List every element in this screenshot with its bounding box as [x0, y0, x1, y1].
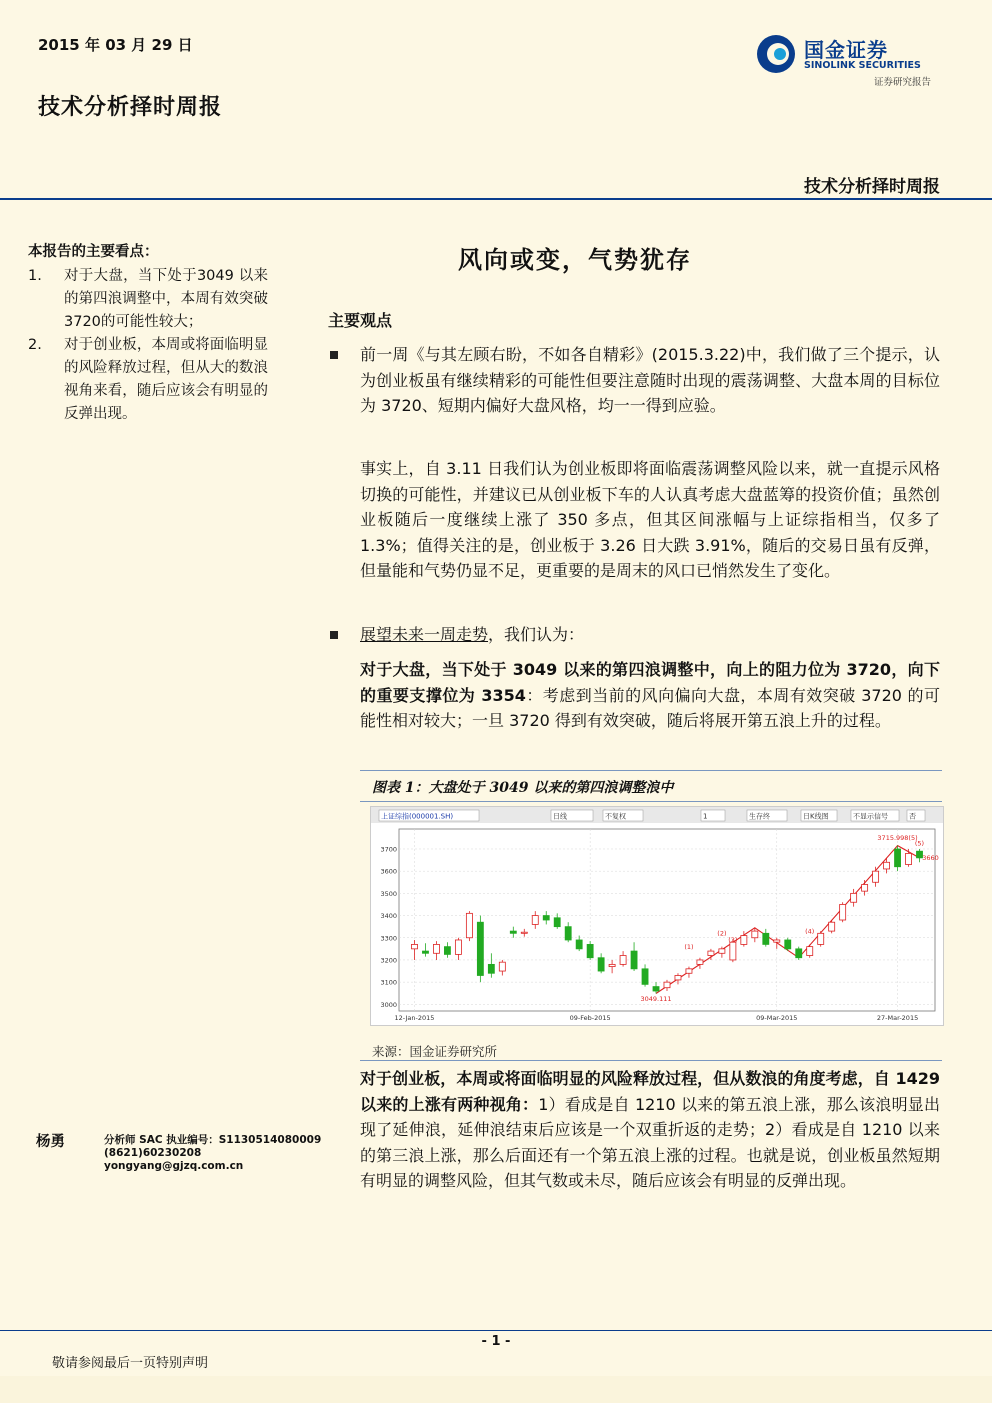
candle-body	[697, 960, 703, 964]
candle-body	[565, 927, 571, 940]
candle-body	[708, 951, 714, 955]
report-date: 2015 年 03 月 29 日	[38, 36, 193, 54]
candle-body	[466, 913, 472, 937]
footer-disclaimer-note: 敬请参阅最后一页特别声明	[52, 1356, 209, 1371]
x-tick-label: 09-Mar-2015	[756, 1014, 798, 1022]
sidebar-point-number: 1.	[28, 268, 42, 284]
chart-annotation: (1)	[684, 942, 694, 951]
candle-body	[543, 916, 549, 920]
candle-body	[719, 949, 725, 953]
figure-divider	[360, 1060, 942, 1061]
logo-chinese-name: 国金证券	[804, 38, 888, 62]
author-name: 杨勇	[36, 1133, 65, 1150]
candle-body	[444, 947, 450, 955]
author-email: yongyang@gjzq.com.cn	[104, 1160, 244, 1172]
chart-toolbar-label: 生存终	[749, 812, 770, 821]
y-tick-label: 3400	[380, 912, 397, 921]
candle-body	[829, 922, 835, 931]
chart-annotation: 3049.111	[640, 995, 672, 1004]
candle-body	[906, 853, 912, 864]
bullet-icon	[330, 351, 338, 359]
sidebar-point	[28, 265, 268, 334]
sinolink-logo	[756, 30, 946, 90]
candle-body	[752, 931, 758, 938]
candle-body	[433, 944, 439, 953]
paragraph-3	[360, 622, 940, 648]
candle-body	[609, 964, 615, 966]
y-tick-label: 3100	[380, 978, 397, 987]
logo-english-name: SINOLINK SECURITIES	[804, 60, 921, 71]
sidebar-title: 本报告的主要看点：	[28, 243, 159, 260]
chart-toolbar-label: 不显示信号	[853, 812, 888, 821]
chart-annotation: 3660	[922, 854, 939, 863]
footer-strip	[0, 1376, 992, 1403]
section-heading: 主要观点	[328, 311, 393, 330]
footer-divider	[0, 1330, 992, 1331]
candle-body	[488, 964, 494, 973]
candle-body	[631, 951, 637, 969]
main-title: 风向或变，气势犹存	[458, 245, 692, 274]
candle-body	[422, 951, 428, 953]
author-info	[104, 1134, 321, 1173]
chart-annotation: (3)	[728, 936, 738, 945]
candle-body	[840, 904, 846, 920]
paragraph-3-rest: ，我们认为：	[488, 625, 585, 644]
paragraph-5-rest: 1）看成是自 1210 以来的第五浪上涨，那么该浪明显出现了延伸浪，延伸浪结束后应该是一个双重折返的走势；2）看成是自 1210 以来的第三浪上涨，那么后面还有一个第五浪上涨的过程。也就是说，创业板虽然短期有明显的调整风险，但其气数或未尽，随后应该会有明显的反弹出现。	[360, 1094, 940, 1190]
y-tick-label: 3700	[380, 845, 397, 854]
candle-body	[411, 944, 417, 948]
chart-toolbar-label: 否	[909, 812, 916, 821]
candle-body	[851, 893, 857, 902]
candle-body	[818, 933, 824, 944]
sinolink-logo-icon	[756, 34, 796, 74]
candle-body	[862, 884, 868, 891]
chart-annotation: 3715.998(5)	[877, 834, 918, 843]
candle-body	[598, 958, 604, 971]
figure-source: 来源：国金证券研究所	[372, 1044, 498, 1059]
key-points-sidebar	[28, 240, 268, 426]
candle-body	[499, 962, 505, 971]
page-number: - 1 -	[481, 1334, 511, 1349]
paragraph-1: 前一周《与其左顾右盼，不如各自精彩》(2015.3.22)中，我们做了三个提示，认为创业板虽有继续精彩的可能性但要注意随时出现的震荡调整、大盘本周的目标位为 3720、短期内偏好大盘风格，均一一得到应验。	[360, 345, 940, 415]
paragraph-4-rest: ：考虑到当前的风向偏向大盘，本周有效突破 3720 的可能性相对较大；一旦 3720 得到有效突破，随后将展开第五浪上升的过程。	[360, 685, 940, 730]
candle-body	[532, 916, 538, 925]
candle-body	[774, 940, 780, 942]
author-sac-id: 分析师 SAC 执业编号：S1130514080009	[104, 1134, 322, 1146]
chart-toolbar-label: 不复权	[605, 812, 626, 821]
candle-body	[785, 940, 791, 949]
candle-body	[675, 975, 681, 979]
x-tick-label: 09-Feb-2015	[569, 1014, 611, 1022]
candlestick-chart	[370, 806, 944, 1026]
report-type-right: 技术分析择时周报	[804, 177, 940, 197]
paragraph-4	[360, 657, 940, 734]
chart-annotation: (2)	[717, 929, 727, 938]
sidebar-point	[28, 334, 268, 426]
candle-body	[653, 987, 659, 991]
chart-toolbar-label: 1	[703, 812, 708, 821]
candle-body	[510, 931, 516, 933]
candle-body	[741, 936, 747, 945]
candle-body	[554, 918, 560, 927]
candle-body	[884, 862, 890, 869]
chart-svg	[371, 807, 943, 1025]
candle-body	[620, 956, 626, 965]
candle-body	[895, 849, 901, 867]
chart-annotation: (4)	[805, 927, 815, 936]
paragraph-5	[360, 1066, 940, 1194]
x-tick-label: 27-Mar-2015	[876, 1014, 919, 1022]
logo-subtitle: 证券研究报告	[874, 77, 932, 88]
candle-body	[455, 940, 461, 954]
candle-body	[763, 933, 769, 944]
sidebar-point-text: 对于创业板，本周或将面临明显的风险释放过程，但从大的数浪视角来看，随后应该会有明显的反弹出现。	[64, 337, 268, 422]
y-tick-label: 3000	[380, 1000, 397, 1009]
candle-body	[873, 871, 879, 882]
chart-toolbar-label: 上证综指(000001.SH)	[381, 812, 454, 821]
candle-body	[796, 949, 802, 958]
sidebar-point-number: 2.	[28, 337, 42, 353]
paragraph-5-bold: 对于创业板，本周或将面临明显的风险释放过程，但从数浪的角度考虑，自 1429 以来的上涨有两种视角：	[360, 1069, 940, 1114]
x-tick-label: 12-Jan-2015	[394, 1014, 435, 1022]
bullet-icon	[330, 631, 338, 639]
outlook-link-text: 展望未来一周走势	[360, 625, 489, 644]
candle-body	[807, 947, 813, 956]
candle-body	[664, 982, 670, 988]
candle-body	[576, 940, 582, 949]
candle-body	[521, 932, 527, 933]
sidebar-point-text: 对于大盘，当下处于3049 以来的第四浪调整中，本周有效突破 3720的可能性较大；	[64, 268, 268, 330]
candle-body	[642, 969, 648, 985]
y-tick-label: 3300	[380, 934, 397, 943]
candle-body	[686, 969, 692, 973]
figure-caption: 图表 1：大盘处于 3049 以来的第四浪调整浪中	[372, 780, 674, 796]
y-tick-label: 3200	[380, 956, 397, 965]
candle-body	[477, 922, 483, 975]
report-type-title: 技术分析择时周报	[38, 94, 223, 120]
paragraph-2: 事实上，自 3.11 日我们认为创业板即将面临震荡调整风险以来，就一直提示风格切换的可能性，并建议已从创业板下车的人认真考虑大盘蓝筹的投资价值；虽然创业板随后一度继续上涨了 350 多点，但其区间涨幅与上证综指相当，仅多了 1.3%；值得关注的是，创业板于 3.26 日大跌 3.91%，随后的交易日虽有反弹，但量能和气势仍显不足，更重要的是周末的风口已悄然发生了变化。	[360, 459, 940, 580]
chart-toolbar-label: 日线	[553, 812, 567, 821]
paragraph-4-bold: 对于大盘，当下处于 3049 以来的第四浪调整中，向上的阻力位为 3720，向下的重要支撑位为 3354	[360, 660, 940, 705]
header-divider	[0, 198, 992, 200]
candle-body	[730, 942, 736, 960]
chart-toolbar-label: 日K线图	[803, 812, 829, 821]
chart-annotation: (5)	[914, 839, 925, 848]
author-phone: (8621)60230208	[104, 1147, 202, 1159]
y-tick-label: 3600	[380, 867, 397, 876]
y-tick-label: 3500	[380, 889, 397, 898]
candle-body	[587, 944, 593, 957]
